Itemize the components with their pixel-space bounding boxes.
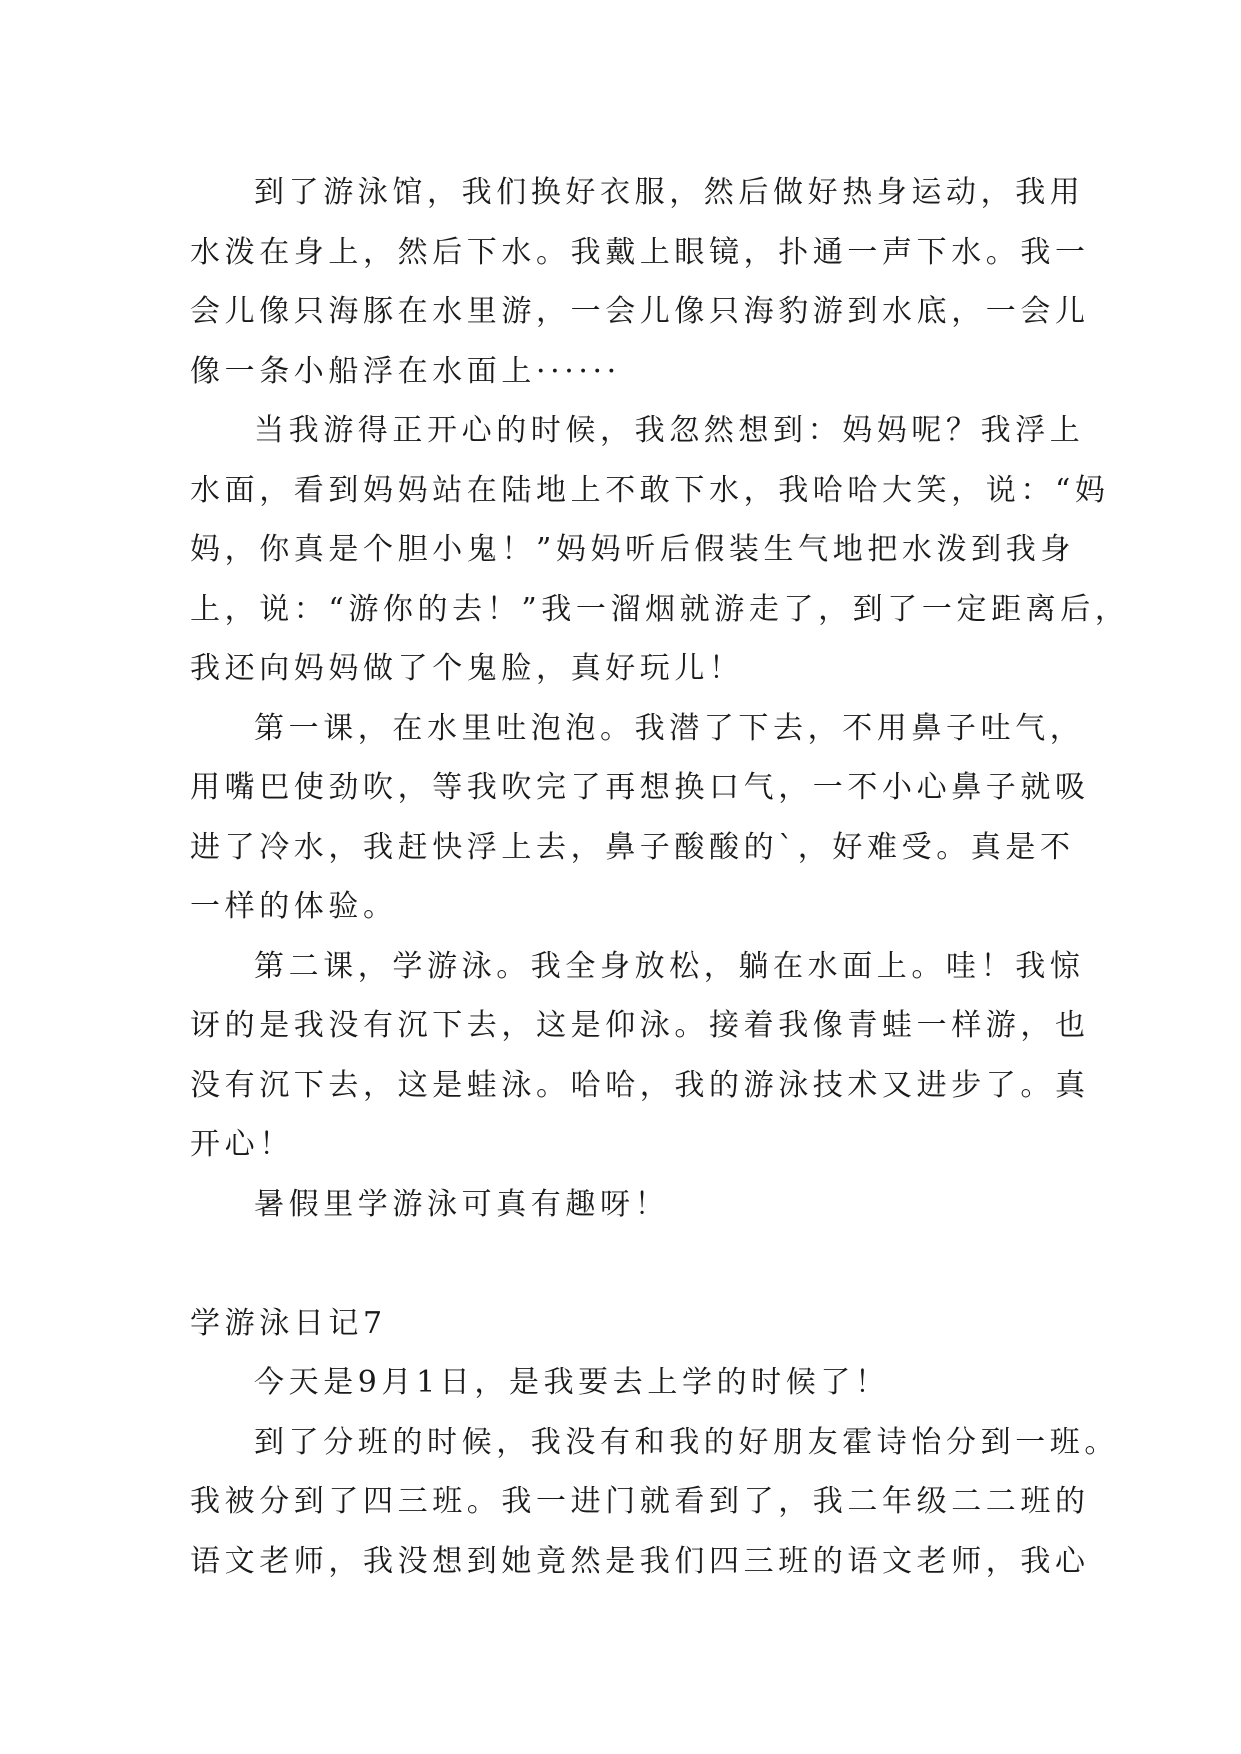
text-line: 会儿像只海豚在水里游，一会儿像只海豹游到水底，一会儿: [190, 294, 1090, 329]
paragraph: [190, 1175, 1060, 1235]
text-line: 今天是9月1日，是我要去上学的时候了！: [254, 1365, 890, 1400]
text-line: 我还向妈妈做了个鬼脸，真好玩儿！: [190, 651, 744, 686]
paragraph: [190, 401, 1130, 699]
paragraph: [190, 163, 1090, 401]
document-body: [190, 163, 1130, 1591]
section-title: 学游泳日记7: [190, 1305, 387, 1341]
text-line: 到了分班的时候，我没有和我的好朋友霍诗怡分到一班。: [254, 1424, 1119, 1460]
text-line: 我被分到了四三班。我一进门就看到了，我二年级二二班的: [190, 1484, 1090, 1519]
paragraph: [190, 1353, 1060, 1413]
text-line: 讶的是我没有沉下去，这是仰泳。接着我像青蛙一样游，也: [190, 1008, 1090, 1043]
text-line: 第一课，在水里吐泡泡。我潜了下去，不用鼻子吐气，: [254, 710, 1085, 746]
text-line: 暑假里学游泳可真有趣呀！: [254, 1186, 670, 1222]
text-line: 没有沉下去，这是蛙泳。哈哈，我的游泳技术又进步了。真: [190, 1067, 1090, 1103]
text-line: 用嘴巴使劲吹，等我吹完了再想换口气，一不小心鼻子就吸: [190, 770, 1090, 805]
text-line: 第二课，学游泳。我全身放松，躺在水面上。哇！我惊: [254, 948, 1085, 984]
text-line: 像一条小船浮在水面上······: [190, 353, 621, 389]
text-line: 进了冷水，我赶快浮上去，鼻子酸酸的`，好难受。真是不: [190, 829, 1075, 865]
text-line: 语文老师，我没想到她竟然是我们四三班的语文老师，我心: [190, 1543, 1090, 1579]
text-line: 到了游泳馆，我们换好衣服，然后做好热身运动，我用: [254, 175, 1085, 210]
blank-line: [190, 1234, 1060, 1294]
text-line: 上，说：“游你的去！”我一溜烟就游走了，到了一定距离后，: [190, 591, 1130, 627]
paragraph: [190, 937, 1090, 1175]
text-line: 当我游得正开心的时候，我忽然想到：妈妈呢？我浮上: [254, 413, 1085, 448]
text-line: 水面，看到妈妈站在陆地上不敢下水，我哈哈大笑，说：“妈: [190, 472, 1110, 508]
text-line: 一样的体验。: [190, 889, 398, 924]
text-line: 开心！: [190, 1127, 294, 1162]
paragraph: [190, 699, 1090, 937]
text-line: 妈，你真是个胆小鬼！”妈妈听后假装生气地把水泼到我身: [190, 532, 1075, 567]
paragraph: [190, 1413, 1119, 1592]
text-line: 水泼在身上，然后下水。我戴上眼镜，扑通一声下水。我一: [190, 234, 1090, 270]
